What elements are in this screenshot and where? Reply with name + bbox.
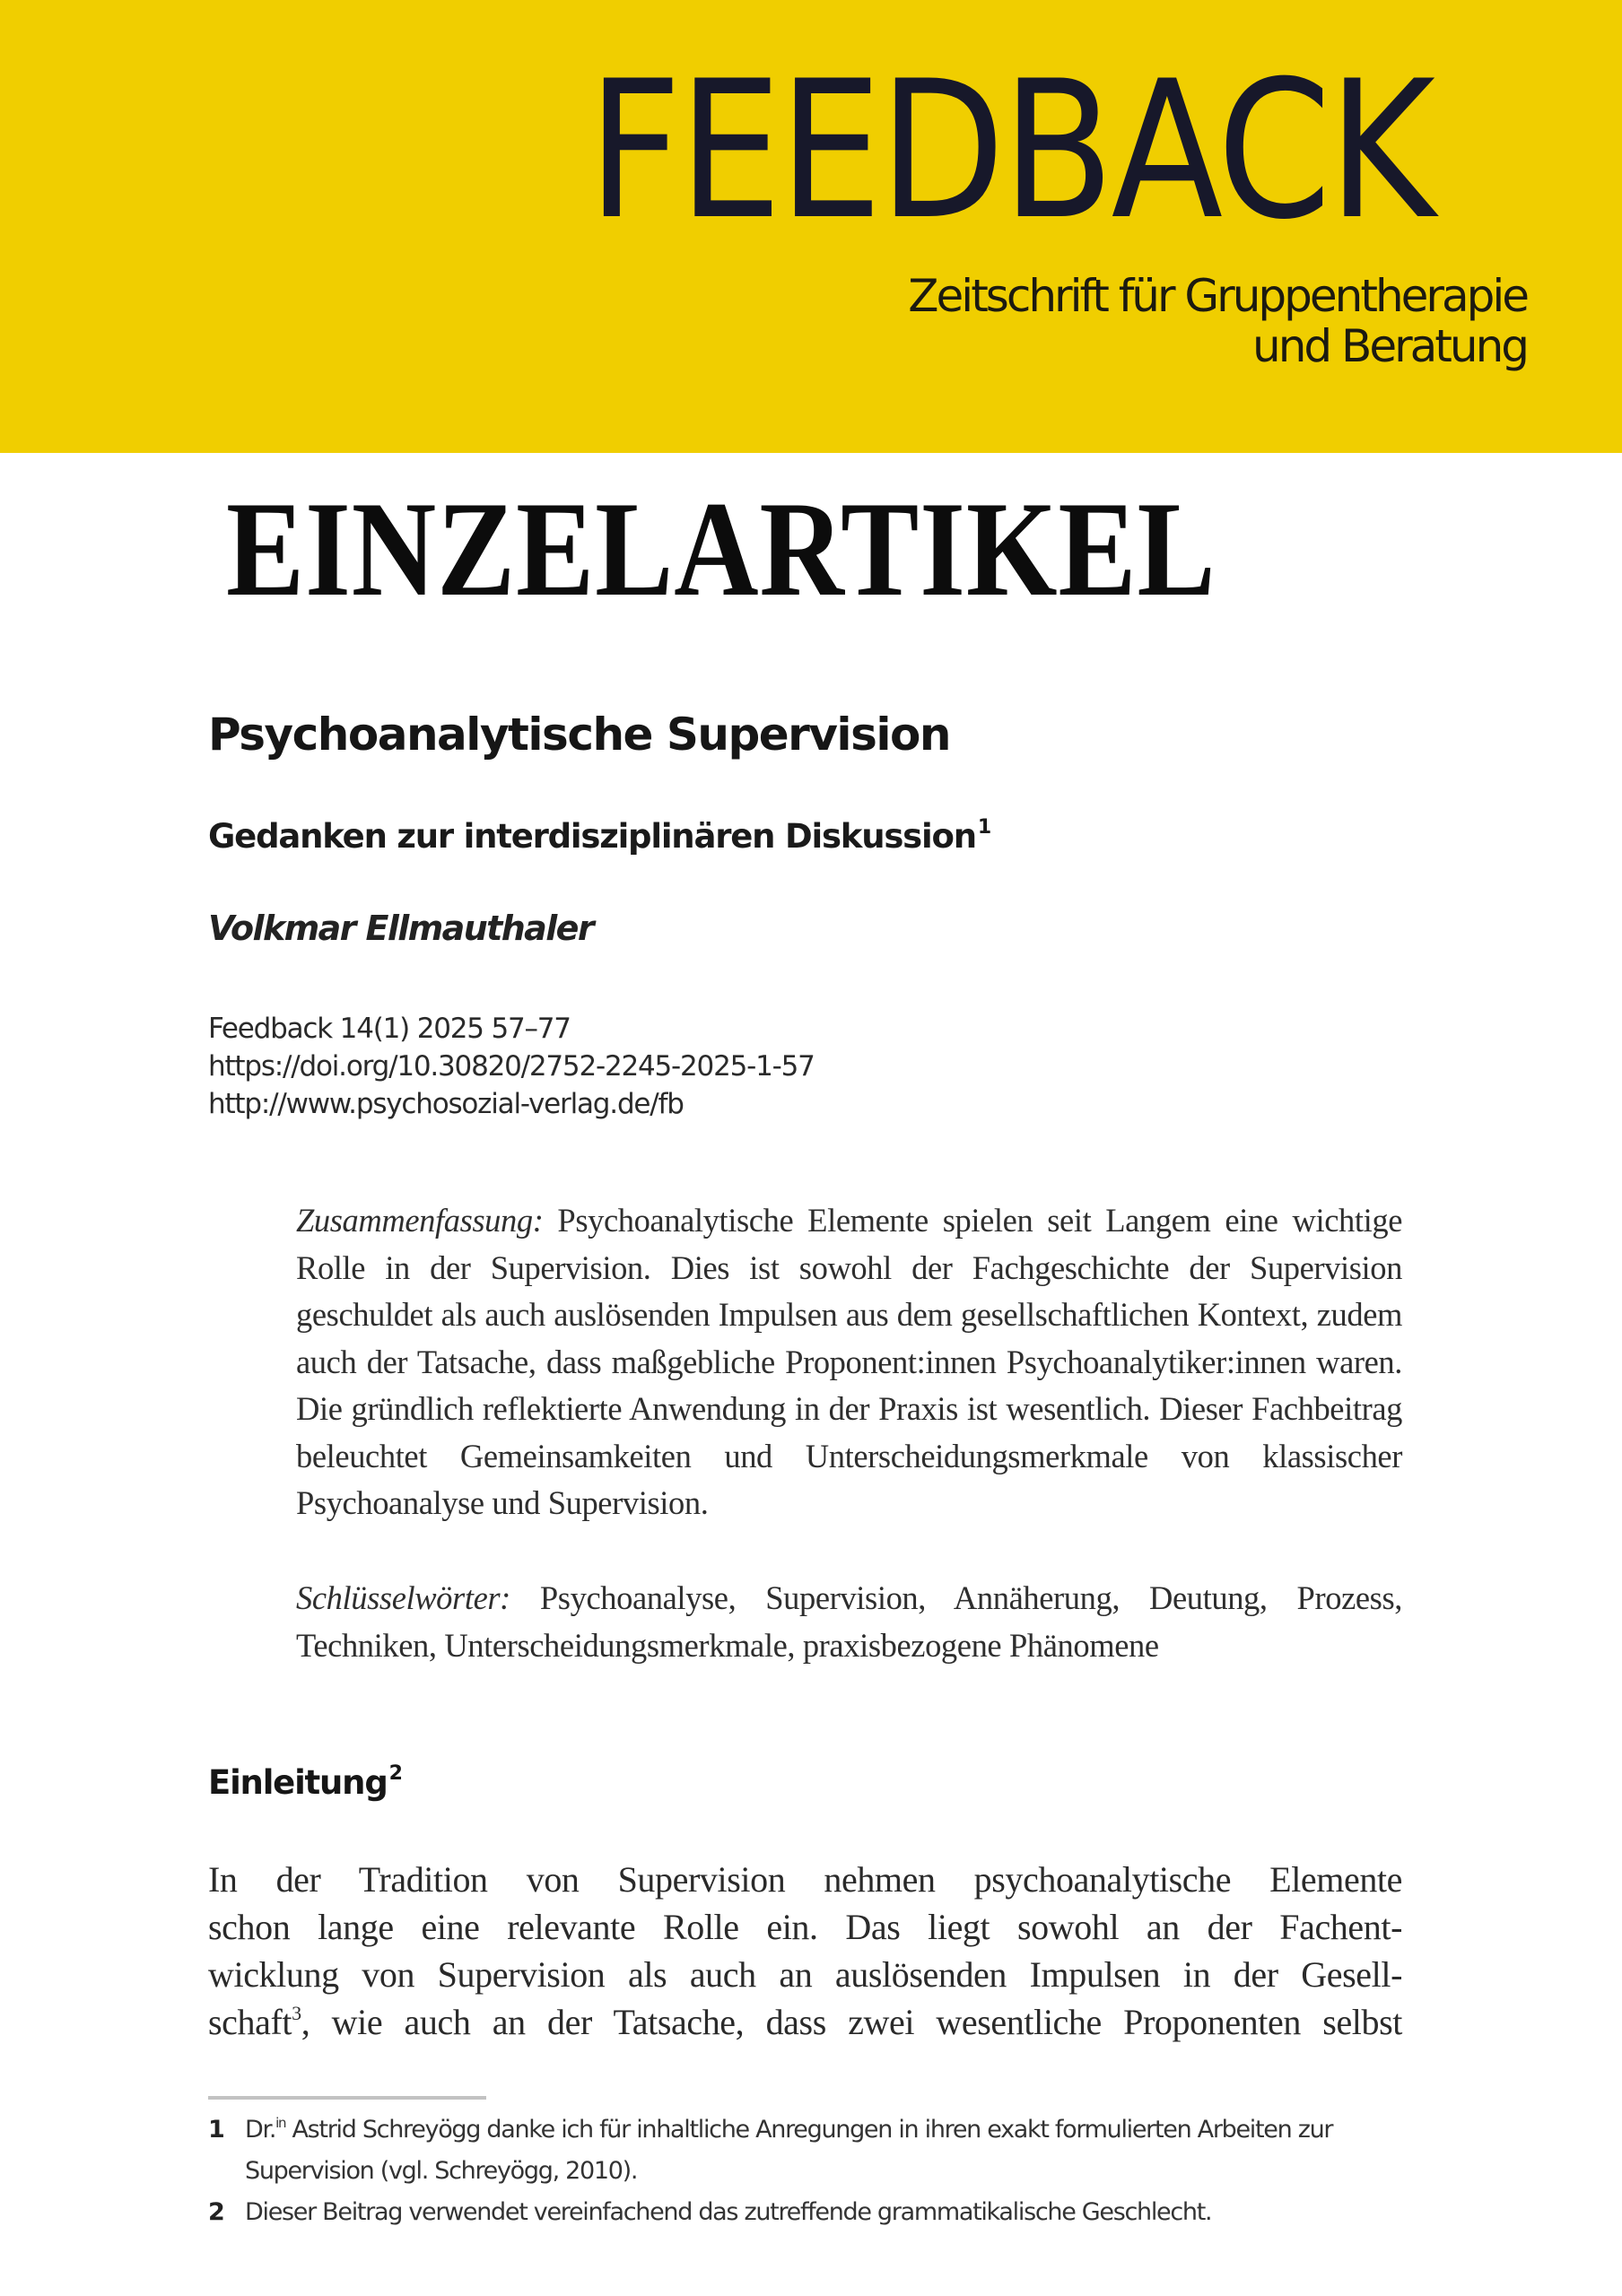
footnote-ref-3[interactable]: 3 [292, 2002, 301, 2024]
article-subtitle [208, 815, 990, 858]
body-line-text: schaft [208, 2002, 292, 2042]
abstract [296, 1197, 1402, 1527]
journal-subtitle-line1: Zeitschrift für Gruppentherapie [908, 270, 1527, 322]
footnote-ref-1[interactable]: 1 [977, 816, 990, 839]
body-line-text: , wie auch an der Tatsache, dass zwei wesentliche Proponenten selbst [301, 2002, 1402, 2042]
article-author: Volkmar Ellmauthaler [208, 909, 593, 948]
body-line [208, 1998, 1402, 2046]
footnote-prefix: Dr. [245, 2116, 276, 2144]
section-heading [208, 1761, 402, 1805]
document-type-kicker: EINZELARTIKEL [226, 474, 1216, 624]
journal-name: FEEDBACK [588, 39, 1433, 261]
article-subtitle-text: Gedanken zur interdisziplinären Diskussion [208, 817, 976, 856]
footnote-text [245, 2109, 1406, 2192]
body-line: schon lange eine relevante Rolle ein. Das liegt sowohl an der Fachent- [208, 1907, 1402, 1947]
article-meta [208, 1010, 815, 1123]
journal-subtitle-line2: und Beratung [1252, 320, 1527, 372]
section-heading-text: Einleitung [208, 1763, 388, 1802]
keywords-label: Schlüsselwörter: [296, 1579, 510, 1616]
body-line: In der Tradition von Supervision nehmen psychoanalytische Elemente [208, 1859, 1402, 1900]
keywords-text: Psychoanalyse, Supervision, Annäherung, Deutung, Prozess, Techniken, Unterscheidungsmerkmale, praxisbezogene Phänomene [296, 1579, 1403, 1664]
footnote-number: 2 [208, 2198, 224, 2226]
footnote-number: 1 [208, 2116, 224, 2144]
footnotes [208, 2109, 1406, 2233]
citation: Feedback 14(1) 2025 57–77 [208, 1013, 571, 1045]
publisher-link[interactable]: http://www.psychosozial-verlag.de/fb [208, 1088, 684, 1120]
footnote-item [208, 2192, 1406, 2233]
abstract-label: Zusammenfassung: [296, 1202, 544, 1239]
footnote-body: Astrid Schreyögg danke ich für inhaltliche Anregungen in ihren exakt formulierten Arbeiten zur Supervision (vgl. Schreyögg, 2010). [245, 2116, 1333, 2185]
footnote-separator [208, 2096, 486, 2100]
keywords [296, 1575, 1402, 1669]
abstract-text: Psychoanalytische Elemente spielen seit Langem eine wichtige Rolle in der Supervision. Dies ist sowohl der Fachgeschichte der Supervision geschuldet als auch auslösenden Impulsen aus dem gesellschaftlichen Kontext, zudem auch der Tatsache, dass maßgebliche Proponent:innen Psychoanalytiker:innen waren. Die gründlich reflektierte Anwendung in der Praxis ist wesentlich. Dieser Fachbeitrag beleuchtet Gemeinsamkeiten und Unterscheidungsmerkmale von klassischer Psychoanalyse und Supervision. [296, 1202, 1402, 1521]
journal-subtitle [908, 271, 1527, 371]
journal-masthead [0, 0, 1622, 453]
article-title: Psychoanalytische Supervision [208, 709, 950, 761]
footnote-item [208, 2109, 1406, 2192]
body-paragraph [208, 1856, 1402, 2046]
footnote-ref-2[interactable]: 2 [388, 1762, 402, 1785]
body-line: wicklung von Supervision als auch an auslösenden Impulsen in der Gesell- [208, 1954, 1402, 1995]
footnote-prefix-sup: in [275, 2115, 286, 2131]
footnote-text: Dieser Beitrag verwendet vereinfachend das zutreffende grammatikalische Geschlecht. [245, 2198, 1212, 2226]
doi-link[interactable]: https://doi.org/10.30820/2752-2245-2025-1-57 [208, 1050, 815, 1083]
